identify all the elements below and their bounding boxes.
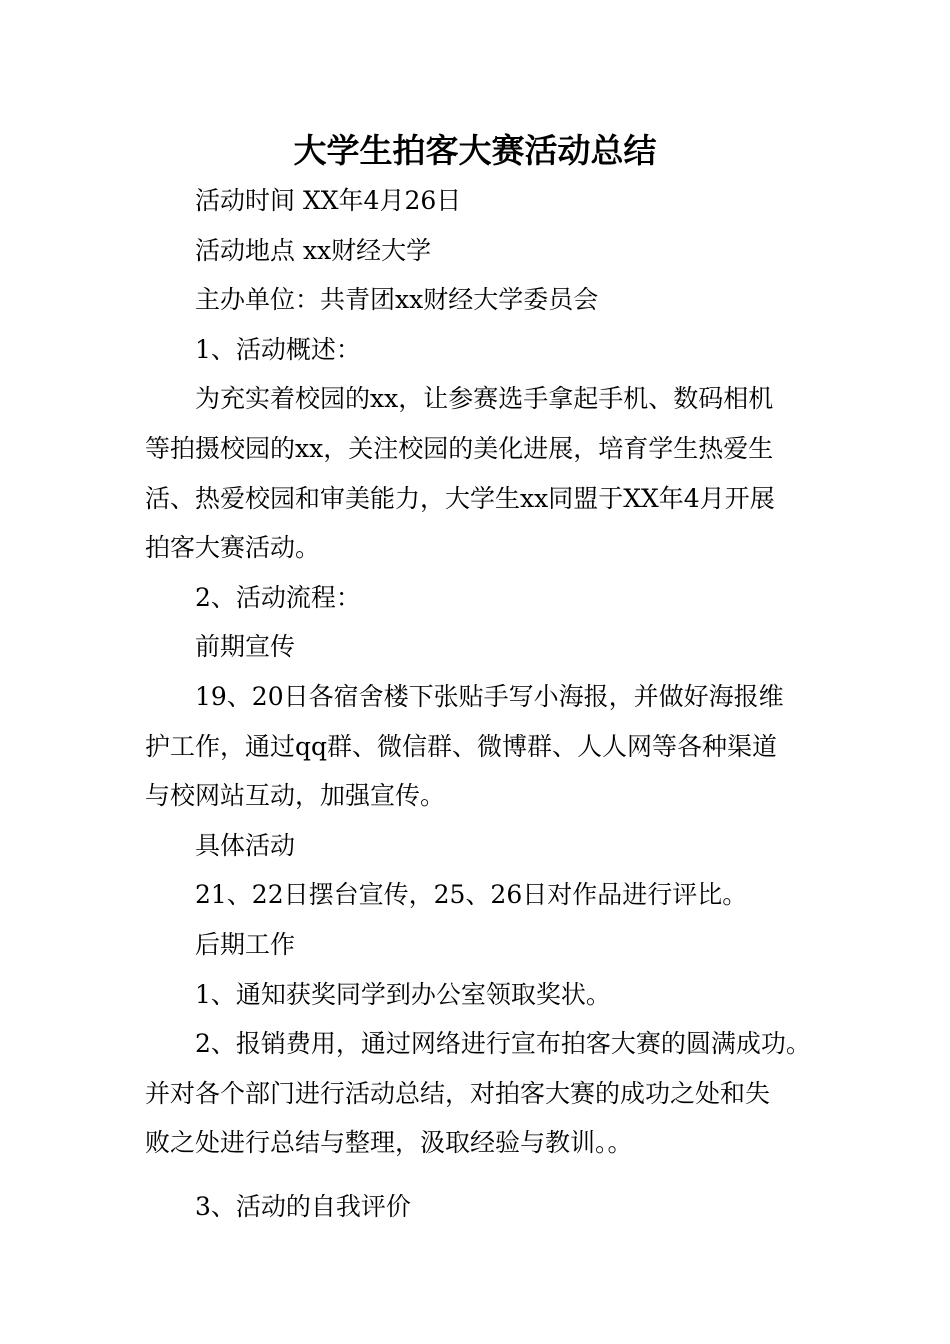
section-2-heading: 2、活动流程：	[195, 582, 361, 612]
followup-heading: 后期工作	[195, 929, 296, 959]
promo-paragraph	[145, 672, 835, 821]
paragraph-line: 19、20日各宿舍楼下张贴手写小海报，并做好海报维	[195, 681, 784, 711]
section-1-heading: 1、活动概述：	[195, 334, 361, 364]
promo-heading: 前期宣传	[195, 632, 296, 662]
section-3-heading: 3、活动的自我评价	[195, 1191, 411, 1221]
paragraph-line: 2、报销费用，通过网络进行宣布拍客大赛的圆满成功。	[195, 1029, 811, 1059]
paragraph-line: 与校网站互动，加强宣传。	[145, 781, 446, 811]
paragraph-line: 败之处进行总结与整理，汲取经验与教训。。	[145, 1128, 633, 1158]
paragraph-line: 拍客大赛活动。	[145, 533, 321, 563]
activity-organizer: 主办单位：共青团xx财经大学委员会	[195, 285, 599, 315]
activity-place: 活动地点 xx财经大学	[195, 235, 432, 265]
paragraph-line: 并对各个部门进行活动总结，对拍客大赛的成功之处和失	[145, 1078, 771, 1108]
paragraph-line: 护工作，通过qq群、微信群、微博群、人人网等各种渠道	[145, 731, 778, 761]
spacer	[145, 1168, 835, 1182]
activity-paragraph: 21、22日摆台宣传，25、26日对作品进行评比。	[195, 880, 748, 910]
document-title: 大学生拍客大赛活动总结	[293, 131, 657, 170]
activity-time: 活动时间 XX年4月26日	[195, 186, 462, 215]
paragraph-line: 等拍摄校园的xx，关注校园的美化进展，培育学生热爱生	[145, 433, 774, 463]
followup-item-1: 1、通知获奖同学到办公室领取奖状。	[195, 979, 611, 1009]
paragraph-line: 为充实着校园的xx，让参赛选手拿起手机、数码相机	[195, 384, 774, 414]
paragraph-line: 活、热爱校园和审美能力，大学生xx同盟于XX年4月开展	[145, 483, 775, 513]
document-body	[145, 176, 835, 1231]
activity-heading: 具体活动	[195, 830, 296, 860]
followup-item-2	[145, 1019, 835, 1168]
section-1-paragraph	[145, 374, 835, 572]
